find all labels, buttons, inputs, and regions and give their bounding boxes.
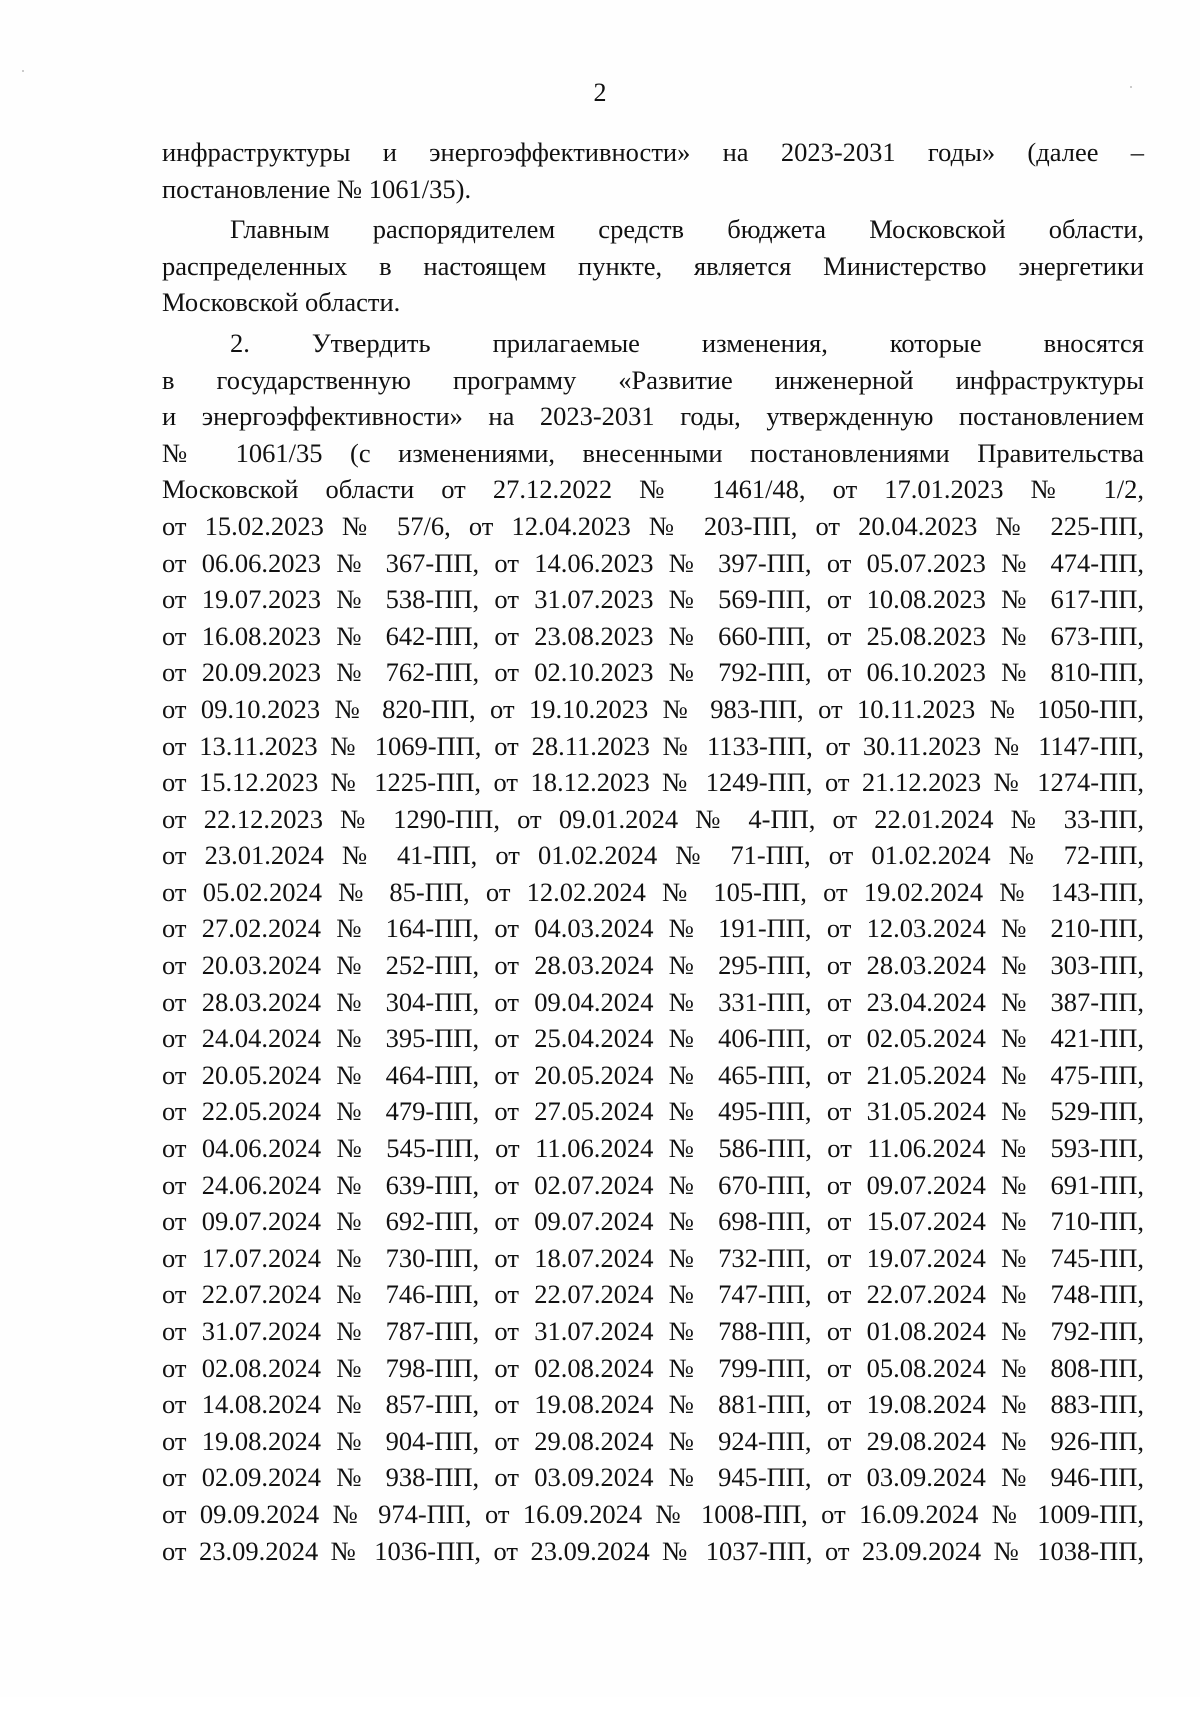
text-line: от 24.04.2024 № 395-ПП, от 25.04.2024 № 406-ПП, от 02.05.2024 № 421-ПП,: [162, 1023, 1144, 1054]
text-line: от 16.08.2023 № 642-ПП, от 23.08.2023 № 660-ПП, от 25.08.2023 № 673-ПП,: [162, 620, 1144, 651]
text-line: от 14.08.2024 № 857-ПП, от 19.08.2024 № 881-ПП, от 19.08.2024 № 883-ПП,: [162, 1389, 1144, 1420]
paragraph-item-2: [162, 325, 1144, 1716]
text-line: [162, 1569, 1144, 1606]
text-line: от 22.05.2024 № 479-ПП, от 27.05.2024 № 495-ПП, от 31.05.2024 № 529-ПП,: [162, 1096, 1144, 1127]
text-line: от 06.06.2023 № 367-ПП, от 14.06.2023 № 397-ПП, от 05.07.2023 № 474-ПП,: [162, 547, 1144, 578]
document-body: [162, 134, 1144, 1716]
text-line: от 13.11.2023 № 1069-ПП, от 28.11.2023 № 1133-ПП, от 30.11.2023 № 1147-ПП,: [162, 730, 1144, 761]
paragraph-continuation: [162, 134, 1144, 207]
text-line: от 02.09.2024 № 938-ПП, от 03.09.2024 № 945-ПП, от 03.09.2024 № 946-ПП,: [162, 1462, 1144, 1493]
text-line: и энергоэффективности» на 2023-2031 годы, утвержденную постановлением: [162, 401, 1144, 432]
text-line: от 27.02.2024 № 164-ПП, от 04.03.2024 № 191-ПП, от 12.03.2024 № 210-ПП,: [162, 913, 1144, 944]
text-line: от 09.07.2024 № 692-ПП, от 09.07.2024 № 698-ПП, от 15.07.2024 № 710-ПП,: [162, 1206, 1144, 1237]
text-line: от 19.07.2023 № 538-ПП, от 31.07.2023 № 569-ПП, от 10.08.2023 № 617-ПП,: [162, 584, 1144, 615]
text-line: от 22.07.2024 № 746-ПП, от 22.07.2024 № 747-ПП, от 22.07.2024 № 748-ПП,: [162, 1279, 1144, 1310]
text-line: постановление № 1061/35).: [162, 173, 472, 204]
scan-speck: [1130, 86, 1132, 88]
text-line: от 09.10.2023 № 820-ПП, от 19.10.2023 № 983-ПП, от 10.11.2023 № 1050-ПП,: [162, 693, 1144, 724]
text-line: от 20.05.2024 № 464-ПП, от 20.05.2024 № 465-ПП, от 21.05.2024 № 475-ПП,: [162, 1059, 1144, 1090]
text-line: от 24.06.2024 № 639-ПП, от 02.07.2024 № 670-ПП, от 09.07.2024 № 691-ПП,: [162, 1169, 1144, 1200]
text-line: Московской области от 27.12.2022 № 1461/48, от 17.01.2023 № 1/2,: [162, 474, 1144, 505]
text-line: от 20.03.2024 № 252-ПП, от 28.03.2024 № 295-ПП, от 28.03.2024 № 303-ПП,: [162, 950, 1144, 981]
text-line: [162, 1606, 1144, 1643]
text-line: [162, 1679, 1144, 1716]
text-line: от 19.08.2024 № 904-ПП, от 29.08.2024 № 924-ПП, от 29.08.2024 № 926-ПП,: [162, 1425, 1144, 1456]
text-line: от 17.07.2024 № 730-ПП, от 18.07.2024 № 732-ПП, от 19.07.2024 № 745-ПП,: [162, 1242, 1144, 1273]
text-line: [162, 1642, 1144, 1679]
text-line: от 05.02.2024 № 85-ПП, от 12.02.2024 № 105-ПП, от 19.02.2024 № 143-ПП,: [162, 876, 1144, 907]
text-line: от 23.09.2024 № 1036-ПП, от 23.09.2024 № 1037-ПП, от 23.09.2024 № 1038-ПП,: [162, 1535, 1144, 1566]
text-line: распределенных в настоящем пункте, является Министерство энергетики: [162, 250, 1144, 281]
text-line: Московской области.: [162, 287, 401, 318]
text-line: от 23.01.2024 № 41-ПП, от 01.02.2024 № 71-ПП, от 01.02.2024 № 72-ПП,: [162, 840, 1144, 871]
text-line: Главным распорядителем средств бюджета Московской области,: [230, 214, 1144, 245]
text-line: № 1061/35 (с изменениями, внесенными постановлениями Правительства: [162, 437, 1144, 468]
text-line: от 31.07.2024 № 787-ПП, от 31.07.2024 № 788-ПП, от 01.08.2024 № 792-ПП,: [162, 1316, 1144, 1346]
text-line: от 28.03.2024 № 304-ПП, от 09.04.2024 № 331-ПП, от 23.04.2024 № 387-ПП,: [162, 986, 1144, 1017]
page-number: 2: [593, 78, 607, 107]
text-line: от 20.09.2023 № 762-ПП, от 02.10.2023 № 792-ПП, от 06.10.2023 № 810-ПП,: [162, 657, 1144, 688]
text-line: от 15.12.2023 № 1225-ПП, от 18.12.2023 № 1249-ПП, от 21.12.2023 № 1274-ПП,: [162, 767, 1144, 798]
text-line: 2. Утвердить прилагаемые изменения, которые вносятся: [230, 327, 1144, 358]
scan-speck: [22, 70, 24, 72]
text-line: от 02.08.2024 № 798-ПП, от 02.08.2024 № 799-ПП, от 05.08.2024 № 808-ПП,: [162, 1352, 1144, 1383]
text-line: от 04.06.2024 № 545-ПП, от 11.06.2024 № 586-ПП, от 11.06.2024 № 593-ПП,: [162, 1133, 1144, 1164]
text-line: инфраструктуры и энергоэффективности» на 2023-2031 годы» (далее –: [162, 137, 1144, 167]
text-line: в государственную программу «Развитие инженерной инфраструктуры: [162, 364, 1144, 395]
text-line: от 15.02.2023 № 57/6, от 12.04.2023 № 203-ПП, от 20.04.2023 № 225-ПП,: [162, 510, 1144, 541]
text-line: от 09.09.2024 № 974-ПП, от 16.09.2024 № 1008-ПП, от 16.09.2024 № 1009-ПП,: [162, 1498, 1144, 1529]
text-line: от 22.12.2023 № 1290-ПП, от 09.01.2024 № 4-ПП, от 22.01.2024 № 33-ПП,: [162, 803, 1144, 834]
paragraph-main-distributor: [162, 211, 1144, 321]
